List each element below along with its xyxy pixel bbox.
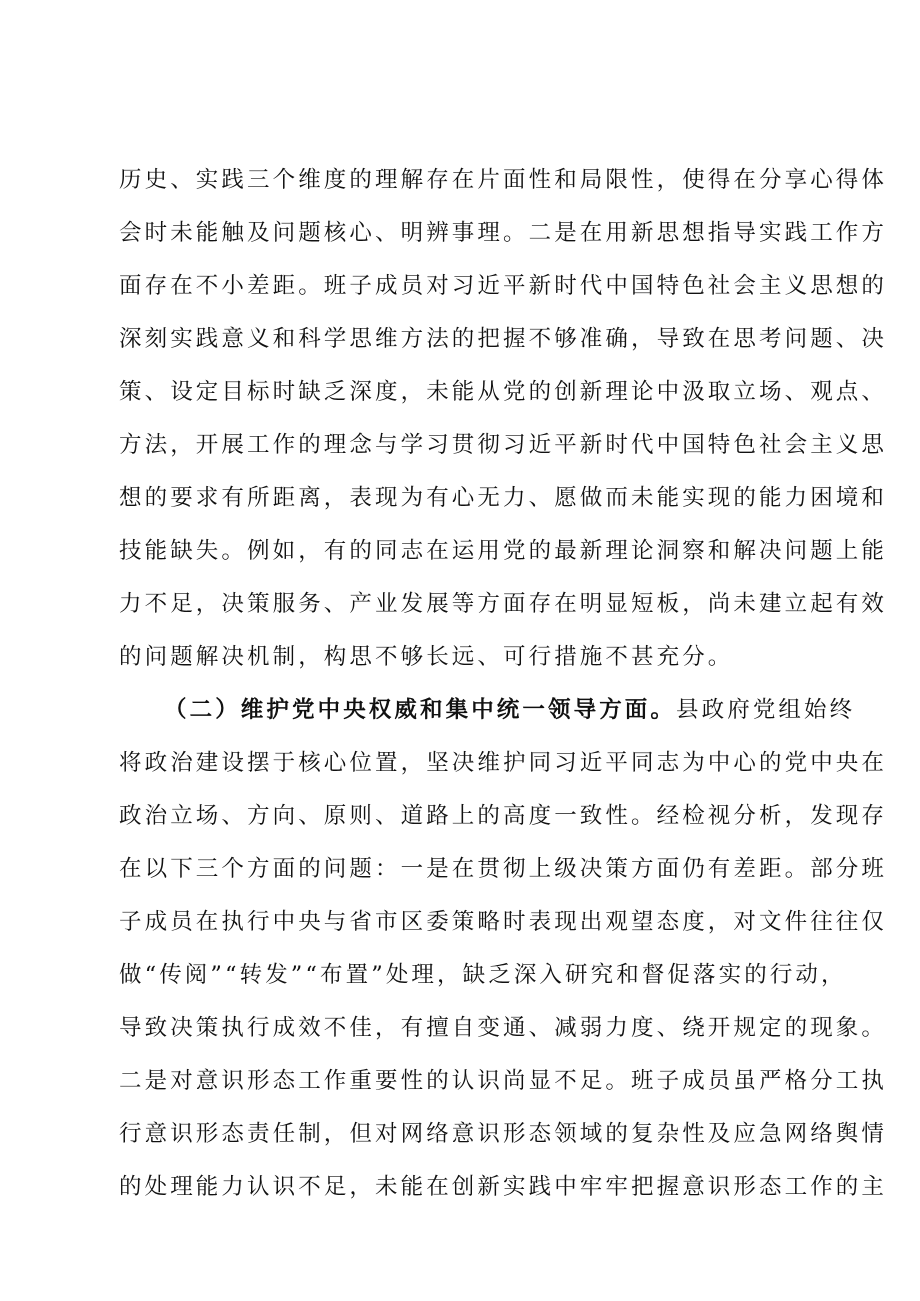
text-line: 技能缺失。例如，有的同志在运用党的最新理论洞察和解决问题上能 <box>119 538 888 564</box>
text-line: 面存在不小差距。班子成员对习近平新时代中国特色社会主义思想的 <box>119 273 888 299</box>
text-line: 历史、实践三个维度的理解存在片面性和局限性，使得在分享心得体 <box>119 167 888 193</box>
text-fragment: 县政府党组始终 <box>676 697 856 723</box>
text-line: 政治立场、方向、原则、道路上的高度一致性。经检视分析，发现存 <box>119 803 888 829</box>
text-line: 将政治建设摆于核心位置，坚决维护同习近平同志为中心的党中央在 <box>119 750 888 776</box>
text-line: 方法，开展工作的理念与学习贯彻习近平新时代中国特色社会主义思 <box>119 432 888 458</box>
text-line: 二是对意识形态工作重要性的认识尚显不足。班子成员虽严格分工执 <box>119 1068 888 1094</box>
text-line: 做“传阅”“转发”“布置”处理，缺乏深入研究和督促落实的行动， <box>119 962 847 988</box>
paragraph-first-line <box>164 695 864 725</box>
text-line: 的问题解决机制，构思不够长远、可行措施不甚充分。 <box>119 644 734 670</box>
text-line: 导致决策执行成效不佳，有擅自变通、减弱力度、绕开规定的现象。 <box>119 1015 888 1041</box>
text-line: 会时未能触及问题核心、明辨事理。二是在用新思想指导实践工作方 <box>119 220 888 246</box>
text-line: 在以下三个方面的问题：一是在贯彻上级决策方面仍有差距。部分班 <box>119 856 888 882</box>
text-line: 的处理能力认识不足，未能在创新实践中牢牢把握意识形态工作的主 <box>119 1174 888 1200</box>
text-line: 深刻实践意义和科学思维方法的把握不够准确，导致在思考问题、决 <box>119 326 888 352</box>
text-line: 子成员在执行中央与省市区委策略时表现出观望态度，对文件往往仅 <box>119 909 888 935</box>
text-line: 想的要求有所距离，表现为有心无力、愿做而未能实现的能力困境和 <box>119 485 888 511</box>
section-heading: （二）维护党中央权威和集中统一领导方面。 <box>164 697 677 723</box>
text-line: 行意识形态责任制，但对网络意识形态领域的复杂性及应急网络舆情 <box>119 1121 888 1147</box>
text-line: 力不足，决策服务、产业发展等方面存在明显短板，尚未建立起有效 <box>119 591 888 617</box>
text-line: 策、设定目标时缺乏深度，未能从党的创新理论中汲取立场、观点、 <box>119 379 888 405</box>
